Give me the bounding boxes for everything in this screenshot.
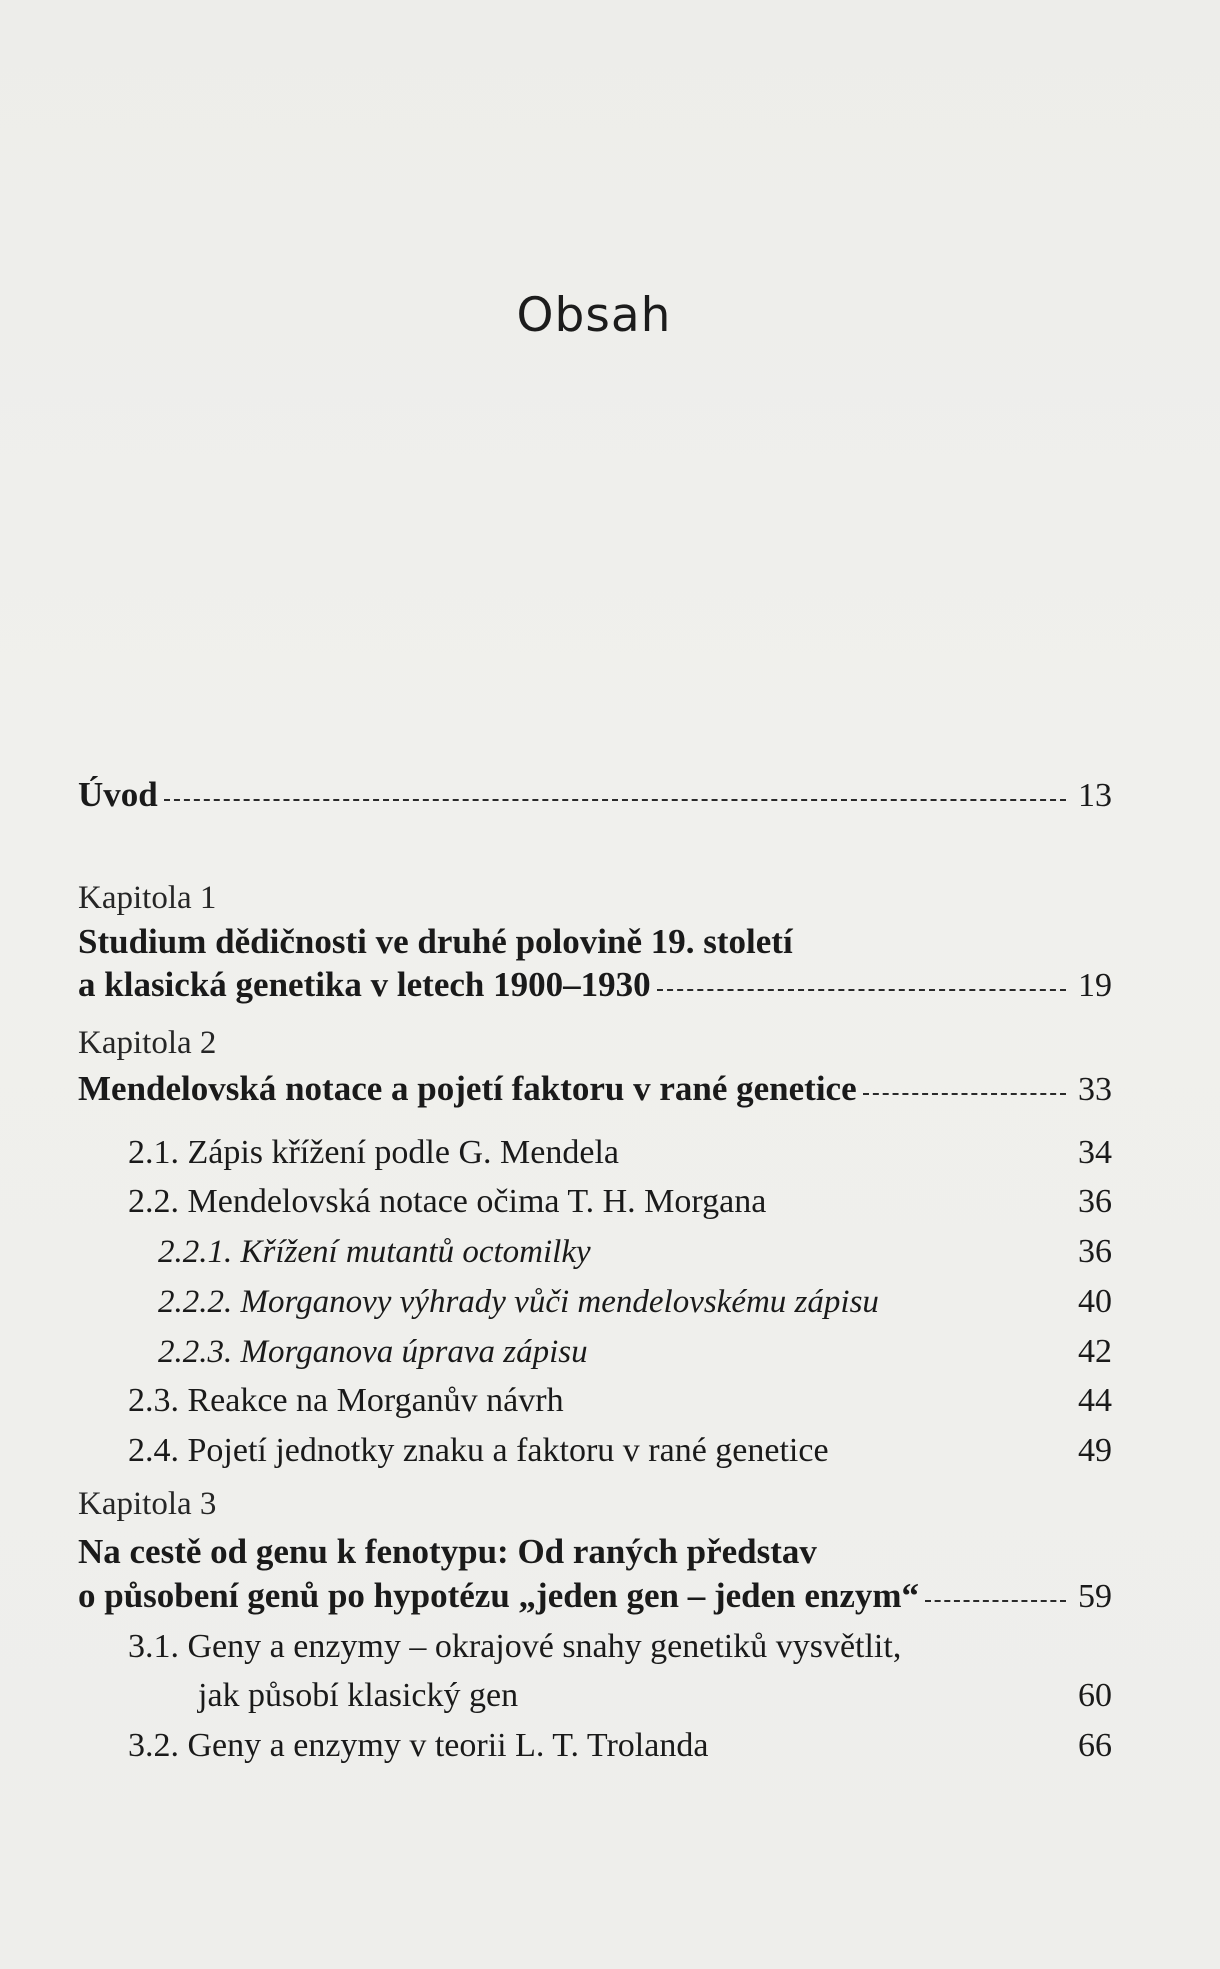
section-number: 2.2.1.: [158, 1234, 233, 1270]
entry-title: 2.4. Pojetí jednotky znaku a faktoru v rané genetice: [128, 1432, 829, 1469]
section-number: 2.2.3.: [158, 1334, 233, 1370]
dot-leader: [925, 1600, 1066, 1602]
page-number: 60: [1078, 1677, 1112, 1714]
page-number: 42: [1078, 1333, 1112, 1370]
toc-entry-uvod[interactable]: [78, 775, 1112, 815]
entry-title: 2.3. Reakce na Morganův návrh: [128, 1382, 564, 1419]
page-number: 44: [1078, 1382, 1112, 1419]
section-2-2-3[interactable]: [158, 1333, 1112, 1371]
chapter-3-label: [78, 1486, 1112, 1523]
chapter-2-label: [78, 1025, 1112, 1062]
chapter-1-title-line2[interactable]: [78, 965, 1112, 1005]
entry-title: 3.1. Geny a enzymy – okrajové snahy genetiků vysvětlit,: [128, 1628, 902, 1665]
dot-leader: [164, 799, 1066, 801]
entry-title: 3.2. Geny a enzymy v teorii L. T. Trolanda: [128, 1727, 709, 1764]
entry-title: Studium dědičnosti ve druhé polovině 19. století: [78, 922, 793, 961]
chapter-1-label: [78, 880, 1112, 917]
page-number: 13: [1078, 777, 1112, 814]
chapter-label: Kapitola 1: [78, 880, 217, 916]
section-2-3[interactable]: [128, 1382, 1112, 1420]
chapter-2-title[interactable]: [78, 1069, 1112, 1109]
dot-leader: [657, 989, 1066, 991]
chapter-label: Kapitola 2: [78, 1025, 217, 1061]
page-number: 36: [1078, 1183, 1112, 1220]
dot-leader: [863, 1093, 1066, 1095]
entry-title: o působení genů po hypotézu „jeden gen – jeden enzym“: [78, 1576, 920, 1615]
section-2-2-1[interactable]: [158, 1233, 1112, 1271]
chapter-1-title-line1[interactable]: [78, 922, 1112, 962]
entry-title: Na cestě od genu k fenotypu: Od raných představ: [78, 1532, 817, 1571]
section-2-2-2[interactable]: [158, 1283, 1112, 1321]
section-3-1-line1[interactable]: [128, 1628, 1112, 1666]
page-number: 19: [1078, 967, 1112, 1004]
page-number: 34: [1078, 1134, 1112, 1171]
section-2-4[interactable]: [128, 1432, 1112, 1470]
entry-title: a klasická genetika v letech 1900–1930: [78, 965, 651, 1004]
page-number: 49: [1078, 1432, 1112, 1469]
entry-title: Morganova úprava zápisu: [240, 1334, 588, 1370]
entry-title: 2.2. Mendelovská notace očima T. H. Morgana: [128, 1183, 767, 1220]
chapter-3-title-line1[interactable]: [78, 1532, 1112, 1572]
page-number: 59: [1078, 1578, 1112, 1615]
section-2-1[interactable]: [128, 1134, 1112, 1172]
entry-title: Morganovy výhrady vůči mendelovskému zápisu: [240, 1284, 879, 1320]
chapter-3-title-line2[interactable]: [78, 1576, 1112, 1616]
entry-title: Úvod: [78, 775, 158, 814]
section-2-2[interactable]: [128, 1183, 1112, 1221]
page-number: 36: [1078, 1233, 1112, 1270]
entry-title: Křížení mutantů octomilky: [240, 1234, 591, 1270]
section-3-1-line2[interactable]: [198, 1677, 1112, 1715]
section-number: 2.2.2.: [158, 1284, 233, 1320]
section-3-2[interactable]: [128, 1727, 1112, 1765]
entry-title: 2.1. Zápis křížení podle G. Mendela: [128, 1134, 619, 1171]
chapter-label: Kapitola 3: [78, 1486, 217, 1522]
page-number: 40: [1078, 1283, 1112, 1320]
page-title: Obsah: [516, 288, 672, 343]
entry-title: Mendelovská notace a pojetí faktoru v rané genetice: [78, 1069, 857, 1108]
page-number: 33: [1078, 1071, 1112, 1108]
entry-title: jak působí klasický gen: [198, 1677, 519, 1714]
page-number: 66: [1078, 1727, 1112, 1764]
